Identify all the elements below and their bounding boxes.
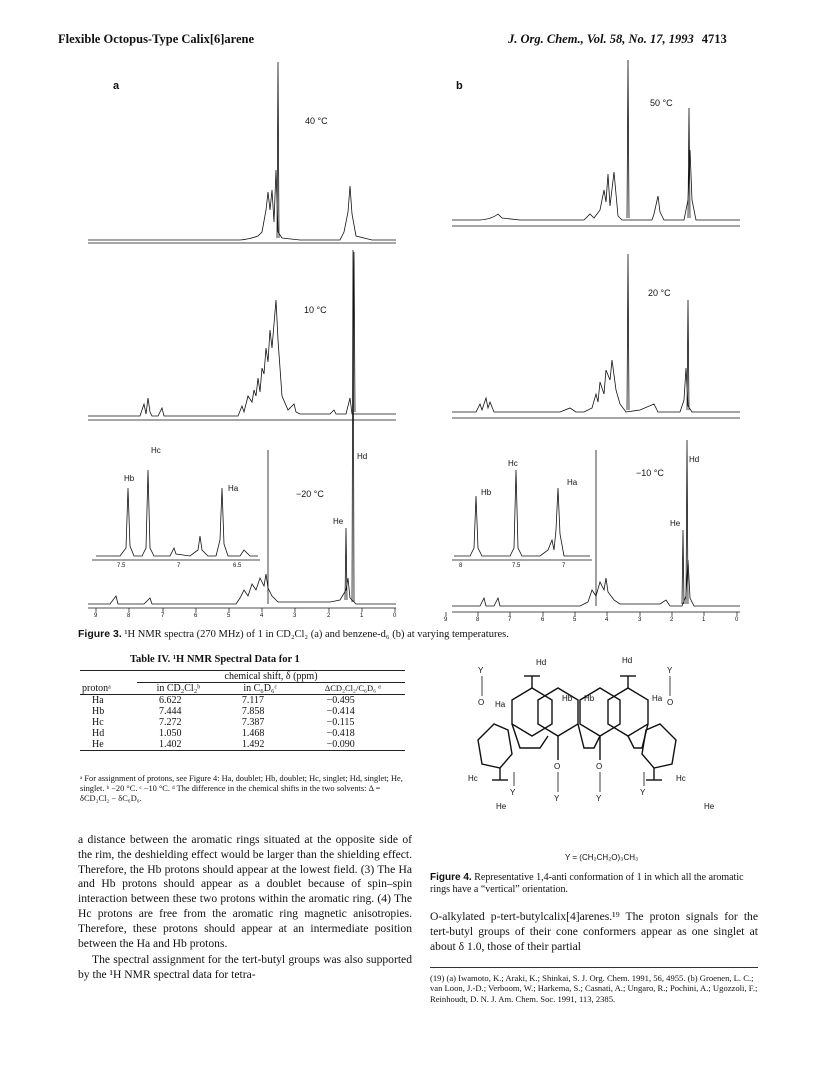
journal-citation: J. Org. Chem., Vol. 58, No. 17, 1993 (508, 32, 694, 46)
axis-a-tick: 6 (194, 613, 198, 619)
axis-b-tick: 2 (670, 617, 674, 623)
axis-b-tick: 0 (735, 617, 739, 623)
col-header-delta: ΔCD₂Cl₂/C₆D₆ ᵈ (324, 683, 381, 693)
axis-a-tick: 5 (227, 613, 231, 619)
reference-19: (19) (a) Iwamoto, K.; Araki, K.; Shinkai, S. J. Org. Chem. 1991, 56, 4955. (b) Groenen, L. C.; van Loon, J.-D.; Verboom, W.; Harkema, S.; Casnati, A.; Ungaro, R.; Pochini, A.; Ugozzoli, F.; Reinhoudt, D. N. J. Am. Chem. Soc. 1991, 113, 2385. (430, 973, 758, 1004)
fig4-y-label: Y (510, 788, 516, 797)
label-b-hc: Hc (508, 459, 518, 468)
table-cell: 7.272 (159, 717, 182, 728)
axis-b-tick: 5 (573, 617, 577, 623)
temp-b-50: 50 °C (650, 98, 673, 108)
axis-a-tick: 0 (393, 613, 397, 619)
col-header-cd2cl2: in CD₂Cl₂ᵇ (156, 683, 201, 694)
table-cell: 1.402 (159, 739, 182, 750)
axis-a-tick: 8 (127, 613, 131, 619)
axis-a-tick: 2 (327, 613, 331, 619)
table-cell: 1.492 (241, 739, 265, 750)
inset-b-tick: 8 (459, 563, 463, 569)
label-b-ha: Ha (567, 478, 578, 487)
inset-a-tick: 6.5 (233, 563, 242, 569)
fig4-y-formula: Y = (CH₂CH₂O)₃CH₃ (565, 853, 639, 862)
table-cell: 7.858 (241, 706, 265, 717)
fig4-ha-label: Ha (495, 700, 506, 709)
temp-a-m20: −20 °C (296, 489, 324, 499)
fig4-o-label: O (667, 698, 674, 707)
axis-b-tick: 7 (508, 617, 512, 623)
reference-rule (430, 967, 758, 968)
axis-a-tick: 1 (360, 613, 364, 619)
figure3-caption-label: Figure 3. (78, 628, 122, 640)
table-cell: −0.495 (326, 695, 355, 706)
label-a-hc: Hc (151, 446, 161, 455)
fig4-o-label: O (478, 698, 485, 707)
fig4-y-label: Y (667, 666, 673, 675)
table-title: Table IV. ¹H NMR Spectral Data for 1 (130, 654, 300, 665)
axis-b-tick: 9 (444, 617, 448, 623)
figure4-caption (430, 872, 755, 896)
label-b-he: He (670, 519, 681, 528)
fig4-hc-label: Hc (676, 774, 686, 783)
fig4-he-label: He (496, 802, 507, 811)
fig4-ha-label: Ha (652, 694, 663, 703)
inset-b-tick: 7 (562, 563, 566, 569)
body-text-right: O-alkylated p-tert-butylcalix[4]arenes.¹⁹ The proton signals for the tert-butyl groups of their cone conformers appear as one singlet at about δ 1.0, those of their partial (430, 910, 758, 953)
references (430, 967, 758, 1004)
inset-a-tick: 7.5 (117, 563, 126, 569)
table-cell: −0.090 (326, 739, 355, 750)
label-b-hb: Hb (481, 488, 492, 497)
fig4-hd-label: Hd (622, 656, 633, 665)
table-cell: 7.387 (241, 717, 265, 728)
running-header-title: Flexible Octopus-Type Calix[6]arene (58, 32, 255, 46)
temp-a-40: 40 °C (305, 116, 328, 126)
axis-b-tick: 3 (638, 617, 642, 623)
temp-b-m10: −10 °C (636, 468, 664, 478)
table-cell: −0.418 (326, 728, 355, 739)
table-cell: 7.117 (241, 695, 264, 706)
table-cell: Hd (92, 728, 105, 739)
fig4-y-label: Y (640, 788, 646, 797)
label-a-hd: Hd (357, 452, 368, 461)
fig4-y-label: Y (478, 666, 484, 675)
inset-b-tick: 7.5 (512, 563, 521, 569)
fig4-y-label: Y (554, 794, 560, 803)
inset-a-tick: 7 (177, 563, 181, 569)
body-text-left (78, 833, 412, 983)
table-cell: 6.622 (159, 695, 182, 706)
col-header-c6d6: in C₆D₆ᶜ (243, 683, 278, 694)
fig4-hc-label: Hc (468, 774, 478, 783)
axis-a-tick: 7 (161, 613, 165, 619)
axis-a-tick: 3 (293, 613, 297, 619)
label-a-he: He (333, 517, 344, 526)
axis-b-tick: 4 (605, 617, 609, 623)
table-cell: Hb (92, 706, 105, 717)
label-a-hb: Hb (124, 474, 135, 483)
table-cell: Hc (92, 717, 104, 728)
table-group-header: chemical shift, δ (ppm) (137, 671, 405, 683)
body-paragraph: The spectral assignment for the tert-butyl groups was also supported by the ¹H NMR spectral data for tetra- (78, 953, 412, 982)
fig4-y-label: Y (596, 794, 602, 803)
fig4-hb-label: Hb (584, 694, 595, 703)
axis-a-tick: 4 (260, 613, 264, 619)
fig4-o-label: O (554, 762, 561, 771)
fig4-o-label: O (596, 762, 603, 771)
label-b-hd: Hd (689, 455, 700, 464)
axis-b-tick: 1 (702, 617, 706, 623)
table-cell: −0.115 (326, 717, 355, 728)
panel-a-label: a (113, 80, 120, 92)
table-cell: 1.050 (159, 728, 182, 739)
fig4-he-label: He (704, 802, 715, 811)
page-number: 4713 (701, 32, 727, 46)
panel-b-label: b (456, 80, 463, 92)
body-paragraph: a distance between the aromatic rings situated at the opposite side of the rim, the deshielding effect would be larger than the shielding effect. Therefore, the Hb protons should appear at the lowest field. (3) The Ha and Hb protons should appear as a doublet because of spin–spin interaction between these two protons within the aromatic ring. (4) The Hc protons are free from the aromatic ring magnetic anisotropies. Therefore, these protons should appear at an intermediate position between the Ha and Hb protons. (78, 833, 412, 950)
fig4-hb-label: Hb (562, 694, 573, 703)
label-a-ha: Ha (228, 484, 239, 493)
axis-b-tick: 6 (541, 617, 545, 623)
table-cell: Ha (92, 695, 104, 706)
axis-a-tick: 9 (94, 613, 98, 619)
axis-b-tick: 8 (476, 617, 480, 623)
figure3-caption-text: ¹H NMR spectra (270 MHz) of 1 in CD₂Cl₂ (a) and benzene-d₆ (b) at varying temperatures. (124, 629, 509, 640)
temp-a-10: 10 °C (304, 305, 327, 315)
figure4-caption-text: Representative 1,4-anti conformation of 1 in which all the aromatic rings have a “vertical” orientation. (430, 872, 744, 895)
col-header-proton: protonᵃ (82, 682, 111, 694)
table-cell: 7.444 (159, 706, 182, 717)
table-cell: He (92, 739, 104, 750)
table-cell: −0.414 (326, 706, 355, 717)
figure4-caption-label: Figure 4. (430, 872, 472, 883)
fig4-hd-label: Hd (536, 658, 547, 667)
table-footnote: ᵃ For assignment of protons, see Figure 4: Ha, doublet; Hb, doublet; Hc, singlet; Hd, singlet; He, singlet. ᵇ −20 °C. ᶜ −10 °C. ᵈ The difference in the chemical shifts in the two solvents: Δ = δCD₂Cl₂ − δC₆D₆. (80, 774, 403, 803)
temp-b-20: 20 °C (648, 288, 671, 298)
table-cell: 1.468 (241, 728, 265, 739)
